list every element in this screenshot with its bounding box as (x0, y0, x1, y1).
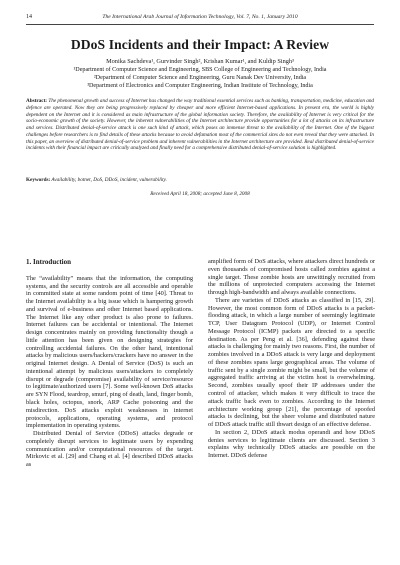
paper-title: DDoS Incidents and their Impact: A Review (70, 37, 330, 52)
paragraph: amplified form of DoS attacks, where attackers direct hundreds or even thousands of compromised hosts called zombies against a single target. These zombie hosts are unwittingly recruited from the millions of unprotected computers accessing the Internet through high-bandwidth and always available connections. (208, 258, 375, 297)
affiliation-1: ¹Department of Computer Science and Engineering, SBS College of Engineering and Technology, India (73, 67, 327, 73)
abstract-label: Abstract: (26, 98, 48, 104)
affiliation-2: ²Department of Computer Science and Engineering, Guru Nanak Dev University, India (93, 75, 307, 81)
paragraph: The “availability” means that the information, the computing systems, and the security controls are all accessible and operable in committed state at some random point of time [40]. Threat to the Internet availability is a big issue which is hampering growth and survival of e-business and other Internet based applications. The Internet like any other product is also prone to failures. Internet failures can be accidental or intentional. The Internet design concentrates mainly on providing functionality though a little attention has been given on designing strategies for controlling accidental failures. On the other hand, intentional attacks by malicious users/hackers/crackers have no answer in the original Internet design. A Denial of Service (DoS) is such an intentional attempt by malicious users/attackers to completely disrupt or degrade (compromise) availability of service/resource to legitimate/authorized users [7]. Some well-known DoS attacks are SYN Flood, teardrop, smurf, ping of death, land, finger bomb, black holes, octopus, snork, ARP Cache poisoning and the misdirection. DoS attacks exploit weaknesses in internet protocols, applications, operating systems, and protocol implementation in operating systems. (26, 274, 193, 430)
keywords-label: Keywords: (26, 177, 51, 183)
author-list: Monika Sachdeva¹, Gurvinder Singh², Krishan Kumar¹, and Kuldip Singh³ (106, 58, 294, 65)
paragraph: In section 2, DDoS attack modus operandi and how DDoS denies services to legitimate clients are discussed. Section 3 explains why technically DDoS attacks are possible on the Internet. DDoS defense (208, 428, 375, 460)
keywords-text: Availability, botnet, DoS, DDoS, incident, vulnerability. (51, 177, 167, 183)
paragraph: Distributed Denial of Service (DDoS) attacks degrade or completely disrupt services to legitimate users by expending communication and/or computational resources of the target. Mirkovic et al. [29] and Chang et al. [4] described DDoS attacks as (26, 430, 193, 469)
received-date: Received April 18, 2008; accepted June 8, 2008 (150, 191, 250, 197)
section-heading: 1. Introduction (26, 258, 71, 266)
affiliation-3: ³Department of Electronics and Computer Engineering, Indian Institute of Technology, India (87, 83, 313, 89)
page-number: 14 (26, 14, 32, 20)
left-column (26, 259, 193, 469)
header-rule (26, 24, 374, 25)
paragraph: There are varieties of DDoS attacks as classified in [15, 29]. However, the most common form of DDoS attacks is a packet-flooding attack, in which a large number of seemingly legitimate TCP, User Datagram Protocol (UDP), or Internet Control Message Protocol (ICMP) packets are directed to a specific destination. As per Peng et al. [36], defending against these attacks is challenging for mainly two reasons. First, the number of zombies involved in a DDoS attack is very large and deployment of these zombies spans large geographical areas. The volume of traffic sent by a single zombie might be small, but the volume of aggregated traffic arriving at the victim host is overwhelming. Second, zombies usually spoof their IP addresses under the control of attacker, which makes it very difficult to trace the attack traffic back even to zombies. According to the Internet architecture working group [21], the percentage of spoofed attacks is declining, but the sheer volume and distributed nature of DDoS attack traffic still thwart design of an effective defense. (208, 296, 375, 429)
right-column (208, 258, 375, 460)
abstract-text: The phenomenal growth and success of Internet has changed the way traditional essential services such as banking, transportation, medicine, education and defence are operated. Now they are being progressively replaced by cheaper and more efficient Internet-based applications. In present era, the world is highly dependent on the Internet and it is considered as main infrastructure of the global information society. Therefore, the availability of Internet is very critical for the socio-economic growth of the society. However, the inherent vulnerabilities of the Internet architecture provide opportunities for a lot of attacks on its infrastructure and services. Distributed denial-of-service attack is one such kind of attack, which poses an immense threat to the availability of the Internet. One of the biggest challenges before researchers is to find details of these attacks because to avoid defamation most of the commercial sites do not even reveal that they were attacked. In this paper, an overview of distributed denial-of-service problem and inherent vulnerabilities in the Internet architecture are provided. Real distributed denial-of-service incidents with their financial impact are critically analyzed and finally need for a comprehensive distributed denial-of-service solution is highlighted. (26, 98, 375, 152)
keywords (26, 177, 374, 183)
abstract (26, 98, 374, 152)
journal-title: The International Arab Journal of Information Technology, Vol. 7, No. 1, January 2010 (102, 14, 298, 20)
